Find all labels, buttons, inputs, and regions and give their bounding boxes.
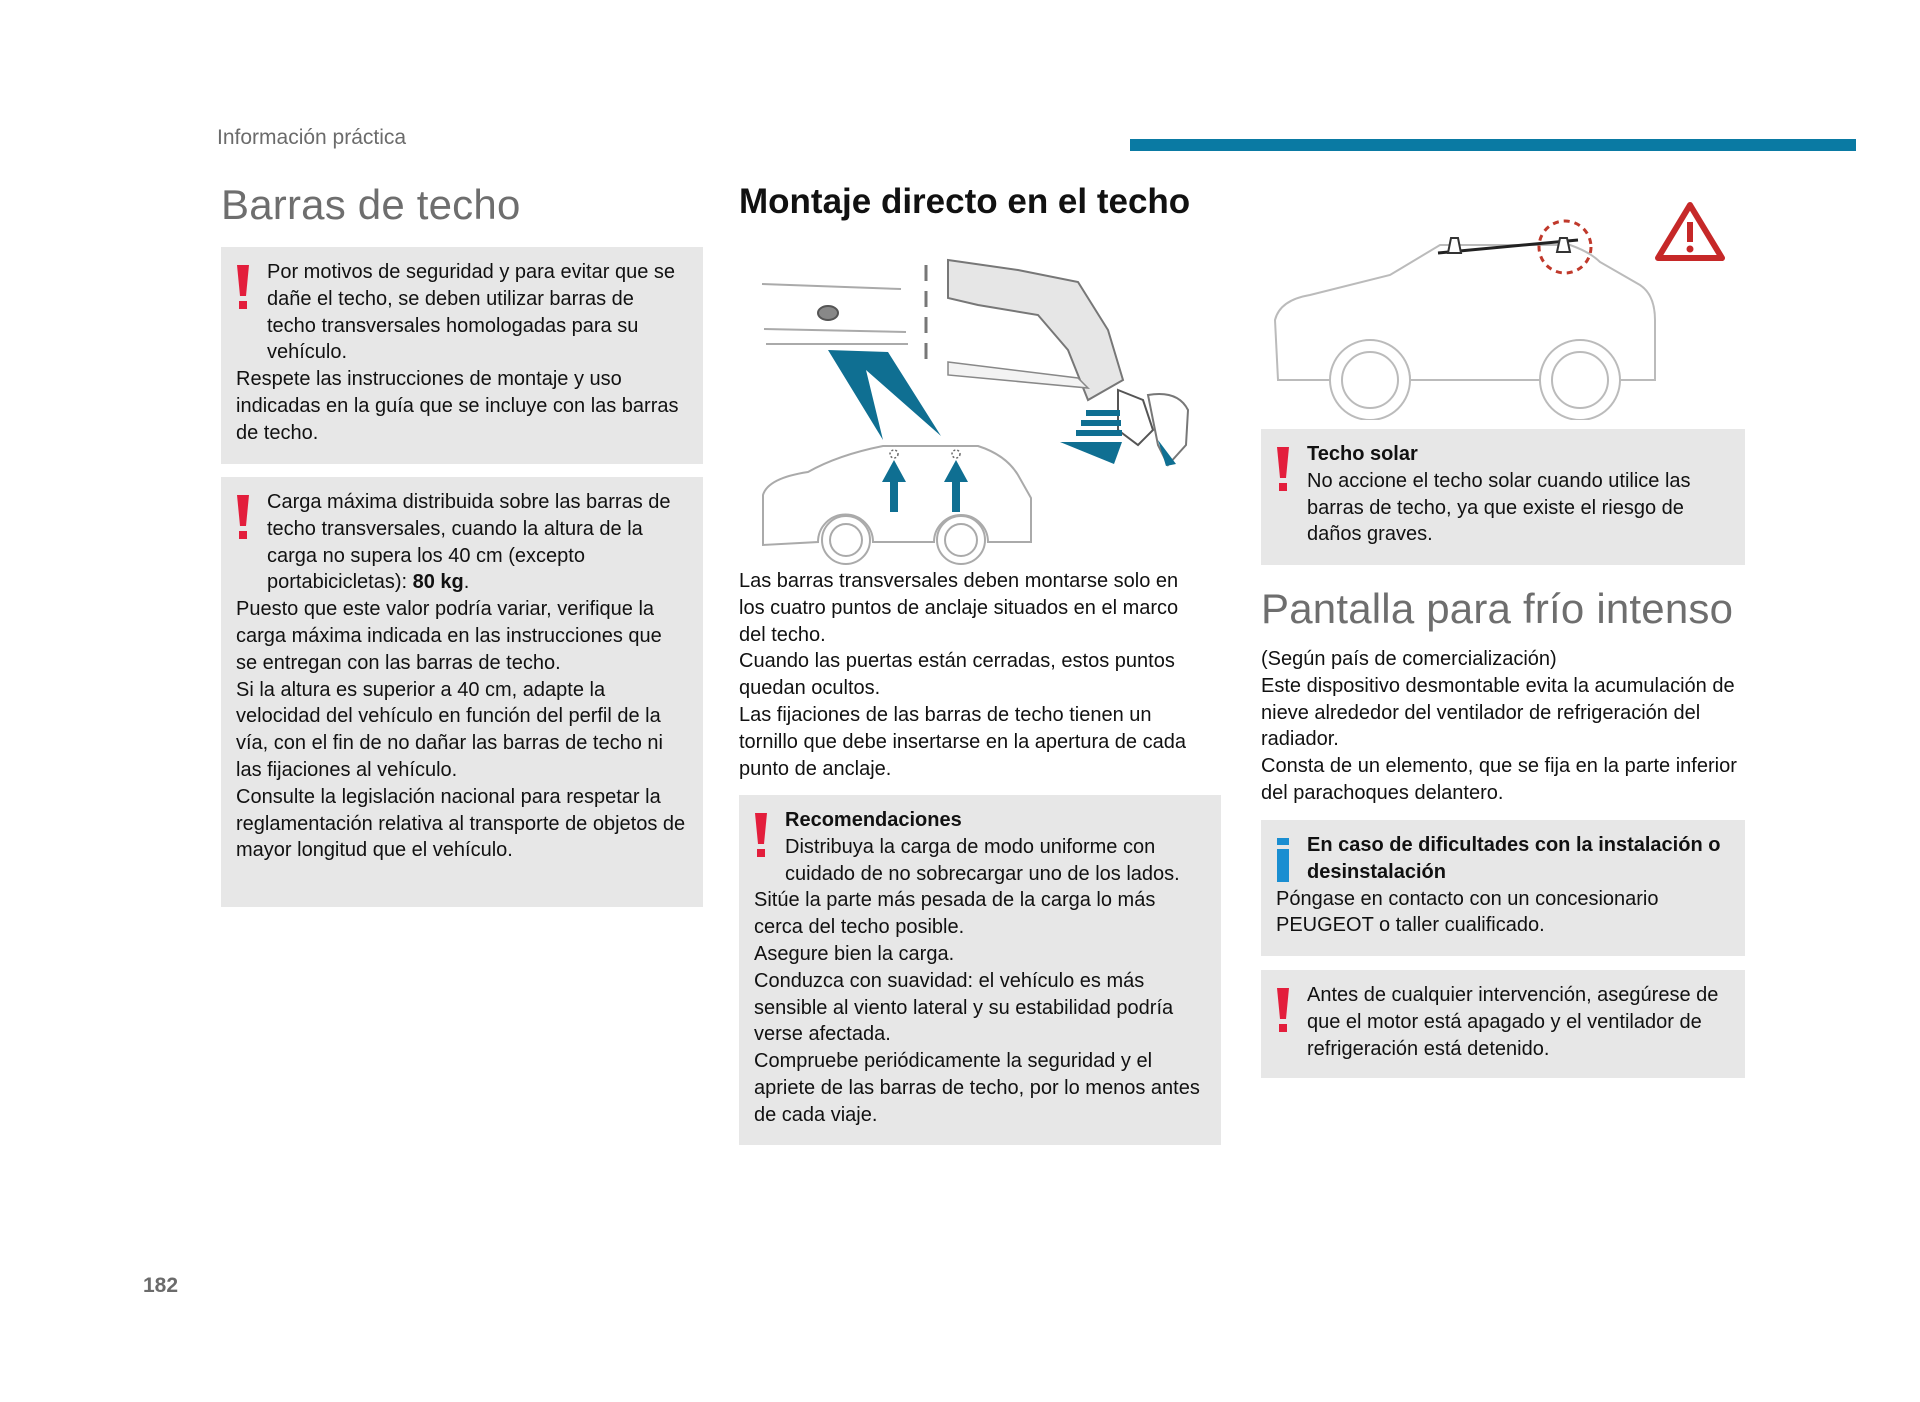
paragraph: Este dispositivo desmontable evita la acumulación de nieve alrededor del ventilador de refrigeración del radiador. [1261, 674, 1735, 751]
warning-text: Si la altura es superior a 40 cm, adapte la velocidad del vehículo en función del perfil de la vía, con el fin de no dañar las barras de techo ni las fijaciones al vehículo. [236, 678, 663, 781]
warning-box-max-load [221, 477, 703, 907]
punctuation: . [463, 571, 470, 594]
info-title: En caso de dificultades con la instalación o desinstalación [1307, 834, 1721, 883]
warning-box-homologated-bars [221, 247, 703, 464]
page-number: 182 [143, 1274, 179, 1297]
recommendation-item: Asegure bien la carga. [754, 942, 955, 965]
info-box-installation [1261, 820, 1745, 956]
paragraph: Las barras transversales deben montarse solo en los cuatro puntos de anclaje situados en el marco del techo. [739, 570, 1179, 646]
warning-text: Por motivos de seguridad y para evitar que se dañe el techo, se deben utilizar barras de techo transversales homologadas para su vehículo. [267, 261, 675, 364]
exclamation-warning-icon [1276, 447, 1290, 493]
paragraph: Cuando las puertas están cerradas, estos puntos quedan ocultos. [739, 650, 1175, 700]
warning-text: Consulte la legislación nacional para respetar la reglamentación relativa al transporte de objetos de mayor longitud que el vehículo. [236, 785, 686, 862]
engine-off-warning-box [1261, 970, 1745, 1078]
paragraph: Consta de un elemento, que se fija en la parte inferior del parachoques delantero. [1261, 755, 1737, 804]
section-title-barras-de-techo: Barras de techo [221, 181, 521, 228]
direction-arrow-icon [1060, 410, 1122, 464]
header-accent-bar [1130, 139, 1856, 151]
mounting-instructions [739, 568, 1209, 782]
exclamation-warning-icon [1276, 988, 1290, 1034]
warning-text: Puesto que este valor podría variar, verifique la carga máxima indicada en las instrucciones que se entregan con las barras de techo. [236, 598, 662, 674]
info-icon [1276, 838, 1290, 884]
warning-text: Respete las instrucciones de montaje y uso indicadas en la guía que se incluye con las barras de techo. [236, 368, 679, 444]
info-text: Póngase en contacto con un concesionario PEUGEOT o taller cualificado. [1276, 887, 1659, 937]
recommendation-item: Conduzca con suavidad: el vehículo es más sensible al viento lateral y su estabilidad podría verse afectada. [754, 969, 1174, 1046]
cold-screen-description [1261, 646, 1741, 807]
section-title-montaje-directo: Montaje directo en el techo [739, 182, 1191, 221]
car-sunroof-warning-diagram [1270, 190, 1730, 420]
anchor-point-icon [818, 306, 838, 320]
paragraph: (Según país de comercialización) [1261, 648, 1557, 670]
recommendation-item: Compruebe periódicamente la seguridad y el apriete de las barras de techo, por lo menos antes de cada viaje. [754, 1050, 1200, 1126]
exclamation-warning-icon [754, 813, 768, 859]
sunroof-warning-box [1261, 429, 1745, 565]
max-load-text: Carga máxima distribuida sobre las barras de techo transversales, cuando la altura de la carga no supera los 40 cm (excepto portabicicletas): [267, 491, 671, 594]
recommendations-title: Recomendaciones [785, 809, 962, 831]
warning-text [236, 489, 688, 596]
recommendation-item: Sitúe la parte más pesada de la carga lo más cerca del techo posible. [754, 889, 1156, 939]
sunroof-text: No accione el techo solar cuando utilice las barras de techo, ya que existe el riesgo de daños graves. [1307, 469, 1691, 546]
max-load-value: 80 kg [412, 571, 464, 594]
sunroof-title: Techo solar [1307, 443, 1418, 465]
recommendation-item: Distribuya la carga de modo uniforme con cuidado de no sobrecargar uno de los lados. [785, 835, 1180, 885]
warning-text: Antes de cualquier intervención, asegúrese de que el motor está apagado y el ventilador de refrigeración está detenido. [1307, 984, 1719, 1060]
section-label: Información práctica [217, 126, 407, 149]
paragraph: Las fijaciones de las barras de techo tienen un tornillo que debe insertarse en la apertura de cada punto de anclaje. [739, 703, 1186, 780]
exclamation-warning-icon [236, 495, 250, 541]
section-title-pantalla-frio: Pantalla para frío intenso [1261, 585, 1734, 632]
warning-triangle-icon [1658, 205, 1722, 258]
roof-bar-mounting-diagram [748, 250, 1198, 565]
recommendations-box [739, 795, 1221, 1145]
exclamation-warning-icon [236, 265, 250, 311]
